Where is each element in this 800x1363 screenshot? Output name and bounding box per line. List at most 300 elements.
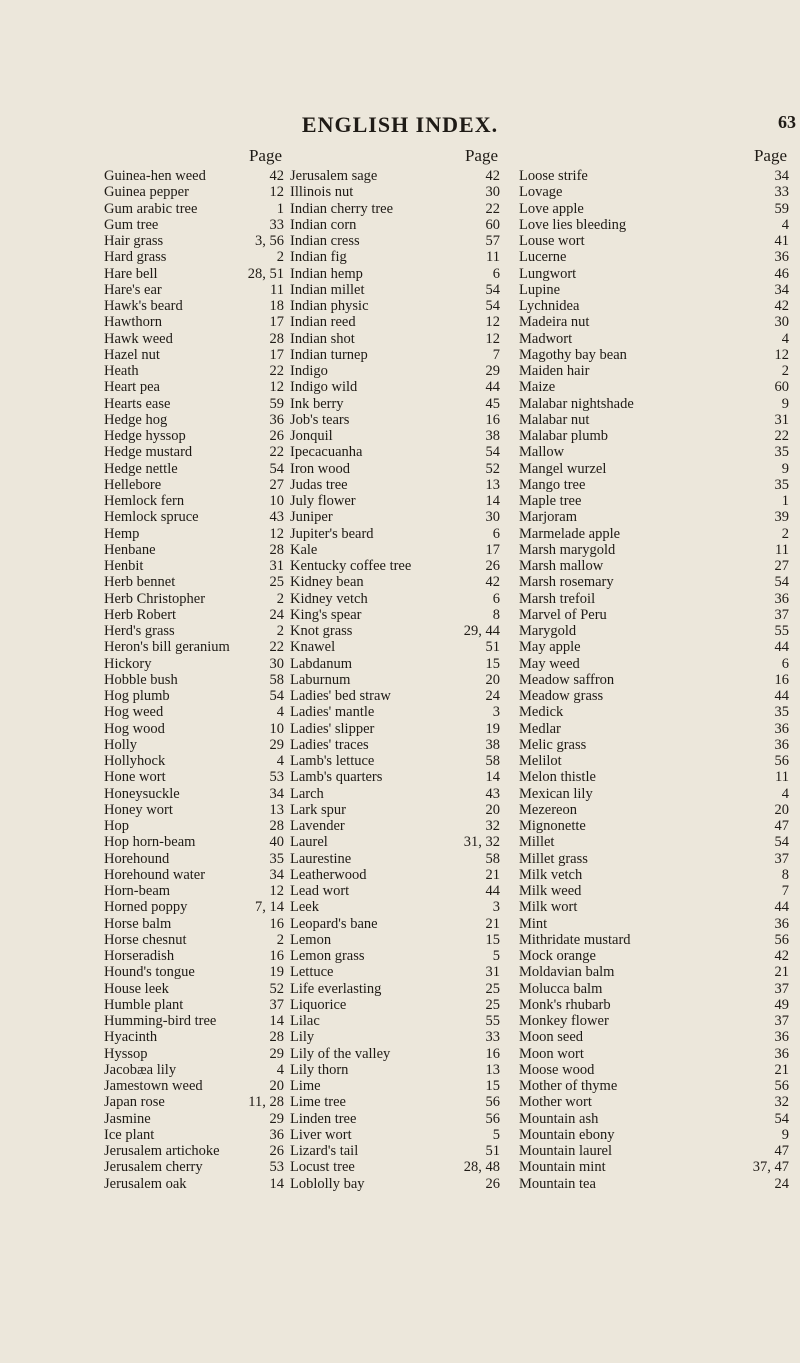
entry-name: Marsh rosemary — [519, 574, 614, 591]
entry-name: Mango tree — [519, 476, 586, 493]
entry-name: Indian fig — [290, 249, 347, 266]
entry-page: 38 — [485, 736, 500, 753]
entry-page: 28, 48 — [463, 1159, 500, 1176]
index-entry — [519, 428, 789, 444]
entry-page: 2 — [781, 363, 789, 379]
entry-name: Hound's tongue — [104, 964, 195, 981]
entry-page: 16 — [485, 411, 500, 428]
entry-name: Hare's ear — [104, 281, 162, 298]
entry-name: Hog plumb — [104, 688, 170, 704]
entry-name: May weed — [519, 655, 580, 672]
entry-name: Maize — [519, 379, 556, 396]
index-entry — [519, 704, 789, 720]
entry-page: 20 — [269, 1078, 284, 1094]
index-entry — [519, 883, 789, 899]
index-entry — [290, 656, 500, 672]
index-entry — [290, 623, 500, 639]
index-entry — [290, 704, 500, 720]
entry-page: 34 — [269, 785, 284, 802]
entry-page: 5 — [492, 948, 500, 964]
index-entry — [104, 851, 284, 867]
entry-name: Leek — [290, 899, 319, 916]
index-entry — [290, 331, 500, 347]
index-entry — [290, 477, 500, 493]
entry-name: Lemon grass — [290, 948, 365, 964]
entry-page: 29 — [485, 363, 500, 379]
entry-page: 8 — [492, 606, 500, 623]
index-entry — [519, 932, 789, 948]
index-entry — [104, 1046, 284, 1062]
entry-name: Jacobæa lily — [104, 1061, 177, 1078]
entry-page: 37 — [774, 850, 789, 867]
entry-name: Hop horn-beam — [104, 834, 196, 851]
index-entry — [104, 704, 284, 720]
entry-page: 16 — [269, 915, 284, 932]
entry-name: Guinea-hen weed — [104, 168, 206, 184]
entry-page: 21 — [485, 915, 500, 932]
entry-page: 14 — [485, 769, 500, 786]
entry-page: 32 — [485, 818, 500, 834]
entry-name: Herb Christopher — [104, 590, 206, 607]
entry-page: 54 — [485, 281, 500, 298]
index-entry — [519, 834, 789, 850]
entry-name: Hollyhock — [104, 753, 166, 769]
entry-name: Hawk weed — [104, 330, 173, 347]
entry-name: Henbit — [104, 558, 144, 574]
entry-page: 19 — [269, 964, 284, 981]
entry-page: 25 — [485, 980, 500, 997]
entry-page: 7, 14 — [255, 899, 284, 916]
entry-page: 44 — [774, 688, 789, 704]
entry-page: 54 — [485, 298, 500, 314]
entry-name: Jamestown weed — [104, 1078, 203, 1094]
entry-page: 31 — [269, 558, 284, 574]
index-entry — [290, 493, 500, 509]
index-entry — [519, 916, 789, 932]
entry-name: Hemlock fern — [104, 493, 185, 509]
entry-page: 30 — [485, 509, 500, 526]
index-entry — [104, 916, 284, 932]
index-entry — [290, 347, 500, 363]
index-entry — [519, 363, 789, 379]
index-entry — [519, 509, 789, 525]
entry-page: 1 — [276, 200, 284, 217]
entry-name: Hazel nut — [104, 346, 160, 363]
entry-page: 16 — [269, 948, 284, 964]
index-entry — [290, 168, 500, 184]
entry-page: 15 — [485, 1078, 500, 1094]
index-entry — [104, 574, 284, 590]
index-entry — [519, 737, 789, 753]
index-entry — [519, 688, 789, 704]
entry-page: 33 — [774, 184, 789, 201]
entry-page: 44 — [485, 379, 500, 396]
entry-name: Heart pea — [104, 379, 160, 396]
index-entry — [104, 753, 284, 769]
entry-page: 58 — [485, 850, 500, 867]
index-entry — [104, 834, 284, 850]
entry-page: 32 — [774, 1094, 789, 1111]
entry-page: 13 — [269, 801, 284, 818]
entry-name: Mangel wurzel — [519, 460, 607, 477]
entry-name: Hellebore — [104, 476, 162, 493]
index-entry — [290, 1159, 500, 1175]
index-entry — [519, 1143, 789, 1159]
index-entry — [519, 851, 789, 867]
entry-name: Ladies' traces — [290, 736, 369, 753]
entry-page: 24 — [774, 1175, 789, 1192]
entry-page: 44 — [774, 899, 789, 916]
entry-page: 34 — [269, 866, 284, 883]
entry-name: Heath — [104, 363, 139, 379]
index-entry — [290, 266, 500, 282]
entry-page: 12 — [485, 314, 500, 331]
entry-page: 47 — [774, 1143, 789, 1159]
index-entry — [519, 266, 789, 282]
entry-name: Lime — [290, 1078, 321, 1094]
entry-page: 36 — [774, 249, 789, 266]
entry-name: Hedge nettle — [104, 460, 178, 477]
entry-page: 29 — [269, 1110, 284, 1127]
entry-page: 25 — [485, 996, 500, 1013]
index-entry — [104, 428, 284, 444]
entry-page: 14 — [485, 493, 500, 509]
entry-name: Locust tree — [290, 1159, 355, 1176]
entry-page: 4 — [781, 216, 789, 233]
entry-page: 40 — [269, 834, 284, 851]
index-entry — [519, 233, 789, 249]
index-entry — [290, 786, 500, 802]
entry-name: Herd's grass — [104, 623, 175, 639]
entry-page: 22 — [269, 639, 284, 656]
entry-name: Honey wort — [104, 801, 173, 818]
index-entry — [104, 1143, 284, 1159]
index-entry — [104, 1159, 284, 1175]
entry-page: 39 — [774, 509, 789, 526]
index-entry — [104, 201, 284, 217]
entry-page: 60 — [774, 379, 789, 396]
index-entry — [104, 981, 284, 997]
index-entry — [290, 1143, 500, 1159]
entry-name: Japan rose — [104, 1094, 165, 1111]
entry-name: Heron's bill geranium — [104, 639, 230, 656]
entry-page: 49 — [774, 996, 789, 1013]
index-entry — [104, 168, 284, 184]
entry-name: Hobble bush — [104, 671, 178, 688]
entry-name: Hemlock spruce — [104, 509, 199, 526]
index-entry — [290, 1046, 500, 1062]
entry-name: Laburnum — [290, 671, 351, 688]
entry-name: Indian millet — [290, 281, 365, 298]
index-entry — [519, 542, 789, 558]
index-entry — [290, 607, 500, 623]
entry-name: Indian cress — [290, 233, 360, 249]
entry-page: 11 — [486, 249, 500, 266]
entry-page: 26 — [269, 428, 284, 444]
entry-page: 22 — [269, 444, 284, 461]
entry-name: Marsh marygold — [519, 541, 616, 558]
entry-name: Hard grass — [104, 249, 167, 266]
entry-page: 33 — [485, 1029, 500, 1046]
entry-name: Indian cherry tree — [290, 200, 394, 217]
entry-page: 12 — [774, 346, 789, 363]
entry-name: Hog wood — [104, 720, 165, 737]
index-entry — [290, 997, 500, 1013]
index-entry — [290, 509, 500, 525]
index-entry — [104, 282, 284, 298]
index-entry — [519, 282, 789, 298]
entry-page: 4 — [276, 1061, 284, 1078]
entry-page: 10 — [269, 720, 284, 737]
index-entry — [290, 948, 500, 964]
entry-page: 60 — [485, 216, 500, 233]
entry-name: Liquorice — [290, 996, 347, 1013]
entry-name: Hedge hyssop — [104, 428, 186, 444]
index-entry — [519, 899, 789, 915]
index-entry — [519, 379, 789, 395]
index-entry — [104, 802, 284, 818]
entry-name: Lamb's lettuce — [290, 753, 375, 769]
entry-page: 58 — [269, 671, 284, 688]
index-entry — [519, 672, 789, 688]
entry-name: Moon seed — [519, 1029, 584, 1046]
entry-name: Horned poppy — [104, 899, 188, 916]
entry-name: Moon wort — [519, 1045, 584, 1062]
entry-name: Mountain ebony — [519, 1126, 615, 1143]
entry-name: Hickory — [104, 655, 152, 672]
entry-page: 33 — [269, 216, 284, 233]
entry-name: Mint — [519, 915, 548, 932]
index-entry — [290, 461, 500, 477]
entry-name: Mezereon — [519, 801, 577, 818]
entry-page: 47 — [774, 818, 789, 834]
index-entry — [104, 509, 284, 525]
index-entry — [290, 379, 500, 395]
index-entry — [290, 233, 500, 249]
entry-name: Mignonette — [519, 818, 586, 834]
entry-name: Ink berry — [290, 395, 344, 412]
index-entry — [519, 1013, 789, 1029]
entry-name: Mallow — [519, 444, 565, 461]
index-entry — [104, 964, 284, 980]
entry-page: 36 — [774, 590, 789, 607]
index-entry — [104, 412, 284, 428]
index-entry — [104, 217, 284, 233]
entry-page: 12 — [269, 184, 284, 201]
index-entry — [519, 607, 789, 623]
entry-name: Melilot — [519, 753, 562, 769]
entry-name: Indian corn — [290, 216, 357, 233]
entry-name: Mountain mint — [519, 1159, 606, 1176]
index-entry — [290, 964, 500, 980]
entry-page: 56 — [485, 1110, 500, 1127]
entry-page: 6 — [492, 590, 500, 607]
entry-name: Lilac — [290, 1013, 320, 1029]
entry-page: 42 — [485, 168, 500, 184]
index-entry — [104, 331, 284, 347]
index-entry — [290, 672, 500, 688]
entry-page: 28 — [269, 1029, 284, 1046]
entry-name: Loblolly bay — [290, 1175, 365, 1192]
entry-page: 30 — [269, 655, 284, 672]
entry-name: Laurel — [290, 834, 328, 851]
entry-page: 3 — [492, 704, 500, 721]
entry-name: Hop — [104, 818, 129, 834]
entry-page: 22 — [269, 363, 284, 379]
entry-page: 26 — [485, 558, 500, 574]
index-entry — [519, 981, 789, 997]
index-entry — [519, 331, 789, 347]
entry-name: Guinea pepper — [104, 184, 189, 201]
index-entry — [519, 1176, 789, 1192]
entry-name: Molucca balm — [519, 980, 603, 997]
entry-page: 56 — [774, 753, 789, 769]
entry-name: Malabar nut — [519, 411, 590, 428]
index-column-3 — [519, 146, 789, 1192]
entry-page: 42 — [269, 168, 284, 184]
index-entry — [519, 298, 789, 314]
index-entry — [519, 1078, 789, 1094]
entry-name: Medick — [519, 704, 564, 721]
index-entry — [104, 639, 284, 655]
index-entry — [104, 1094, 284, 1110]
entry-name: Hyssop — [104, 1045, 148, 1062]
entry-name: Hearts ease — [104, 395, 171, 412]
entry-name: Marsh mallow — [519, 558, 604, 574]
entry-name: Medlar — [519, 720, 561, 737]
entry-name: Milk weed — [519, 883, 582, 899]
entry-name: Hair grass — [104, 233, 164, 249]
index-entry — [290, 737, 500, 753]
entry-page: 11, 28 — [248, 1094, 284, 1111]
entry-page: 7 — [492, 346, 500, 363]
entry-name: Life everlasting — [290, 980, 382, 997]
entry-name: House leek — [104, 980, 169, 997]
index-entry — [104, 477, 284, 493]
entry-name: Indigo wild — [290, 379, 358, 396]
index-entry — [519, 656, 789, 672]
entry-name: Ladies' bed straw — [290, 688, 391, 704]
entry-name: Moose wood — [519, 1061, 595, 1078]
entry-name: Lupine — [519, 281, 561, 298]
entry-page: 20 — [485, 801, 500, 818]
entry-name: Ladies' mantle — [290, 704, 375, 721]
entry-page: 6 — [781, 655, 789, 672]
entry-name: July flower — [290, 493, 356, 509]
entry-page: 20 — [485, 671, 500, 688]
entry-name: Iron wood — [290, 460, 351, 477]
index-entry — [519, 201, 789, 217]
entry-page: 4 — [781, 785, 789, 802]
entry-page: 6 — [492, 265, 500, 282]
index-column-1 — [104, 146, 284, 1192]
page-number: 63 — [778, 112, 796, 132]
entry-name: Hemp — [104, 525, 140, 542]
entry-name: Horse chesnut — [104, 931, 187, 948]
entry-name: Meadow grass — [519, 688, 604, 704]
entry-name: Monk's rhubarb — [519, 996, 611, 1013]
index-entry — [290, 1111, 500, 1127]
entry-page: 2 — [276, 590, 284, 607]
entry-name: Indian turnep — [290, 346, 368, 363]
entry-page: 44 — [485, 883, 500, 899]
index-entry — [104, 184, 284, 200]
entry-page: 55 — [774, 623, 789, 639]
entry-name: Marsh trefoil — [519, 590, 596, 607]
entry-page: 56 — [774, 1078, 789, 1094]
entry-page: 54 — [774, 834, 789, 851]
index-entry — [104, 347, 284, 363]
entry-page: 4 — [276, 753, 284, 769]
entry-name: Monkey flower — [519, 1013, 609, 1029]
entry-page: 54 — [269, 460, 284, 477]
entry-name: Horse balm — [104, 915, 172, 932]
index-entry — [519, 948, 789, 964]
entry-page: 45 — [485, 395, 500, 412]
entry-name: Lungwort — [519, 265, 577, 282]
entry-page: 25 — [269, 574, 284, 591]
entry-name: Kidney bean — [290, 574, 364, 591]
entry-page: 9 — [781, 395, 789, 412]
index-entry — [519, 1127, 789, 1143]
entry-name: Milk wort — [519, 899, 578, 916]
index-entry — [519, 802, 789, 818]
entry-page: 36 — [774, 1045, 789, 1062]
entry-page: 17 — [269, 314, 284, 331]
entry-page: 4 — [276, 704, 284, 721]
entry-name: Knawel — [290, 639, 336, 656]
entry-page: 8 — [781, 866, 789, 883]
entry-page: 11 — [775, 769, 789, 786]
index-entry — [104, 688, 284, 704]
index-entry — [290, 1176, 500, 1192]
index-column-2 — [290, 146, 500, 1192]
entry-name: Ladies' slipper — [290, 720, 375, 737]
entry-name: Jonquil — [290, 428, 333, 444]
index-entry — [104, 623, 284, 639]
entry-name: Marygold — [519, 623, 577, 639]
entry-name: Lavender — [290, 818, 345, 834]
entry-page: 22 — [485, 200, 500, 217]
index-entry — [519, 786, 789, 802]
entry-name: Kentucky coffee tree — [290, 558, 412, 574]
entry-page: 56 — [485, 1094, 500, 1111]
index-entry — [104, 233, 284, 249]
entry-name: Lily thorn — [290, 1061, 349, 1078]
index-entry — [290, 981, 500, 997]
page-header-title: ENGLISH INDEX. — [301, 112, 499, 137]
entry-name: Jerusalem oak — [104, 1175, 187, 1192]
index-entry — [104, 298, 284, 314]
entry-page: 36 — [774, 1029, 789, 1046]
entry-page: 3, 56 — [255, 233, 284, 249]
entry-name: Malabar nightshade — [519, 395, 634, 412]
entry-name: Maiden hair — [519, 363, 590, 379]
index-entry — [290, 282, 500, 298]
entry-name: Lily of the valley — [290, 1045, 391, 1062]
entry-name: Ice plant — [104, 1126, 155, 1143]
index-entry — [519, 623, 789, 639]
index-entry — [104, 379, 284, 395]
index-entry — [519, 997, 789, 1013]
entry-page: 37 — [774, 606, 789, 623]
entry-page: 2 — [276, 931, 284, 948]
entry-page: 37, 47 — [752, 1159, 789, 1176]
entry-name: Kidney vetch — [290, 590, 368, 607]
entry-page: 54 — [774, 574, 789, 591]
index-entry — [104, 526, 284, 542]
entry-name: Jasmine — [104, 1110, 151, 1127]
